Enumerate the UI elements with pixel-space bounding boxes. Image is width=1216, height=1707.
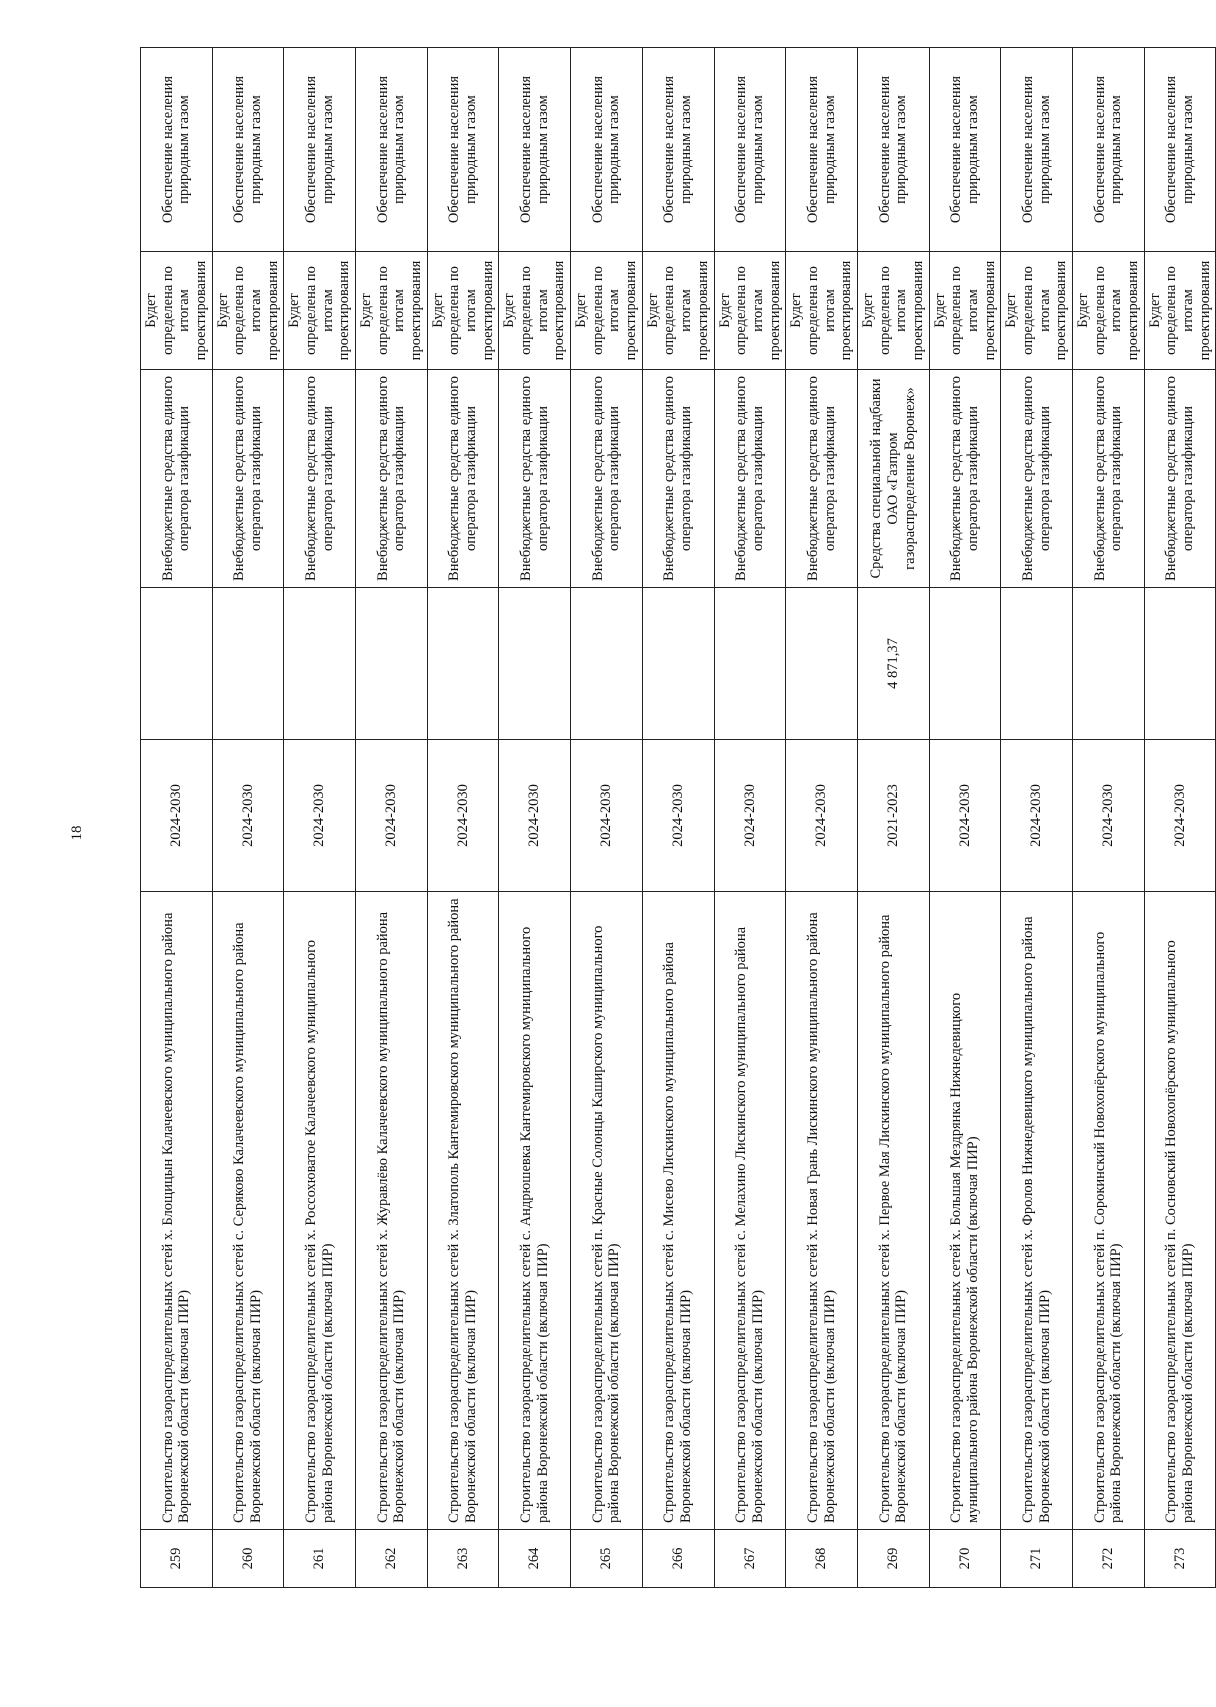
- expected-result: Обеспечение населения природным газом: [212, 48, 284, 252]
- implementation-period: 2024-2030: [499, 740, 571, 892]
- estimated-cost: Будет определена по итогам проектирования: [929, 252, 1001, 370]
- row-number: 268: [786, 1530, 858, 1588]
- funding-amount: [284, 588, 356, 740]
- object-description: Строительство газораспределительных сетей х. Новая Грань Лискинского муниципального района Воронежской области (включая ПИР): [786, 892, 858, 1530]
- table-row: [499, 48, 571, 1588]
- funding-source: Внебюджетные средства единого оператора газификации: [427, 370, 499, 588]
- implementation-period: 2024-2030: [929, 740, 1001, 892]
- row-number: 263: [427, 1530, 499, 1588]
- funding-amount: [141, 588, 213, 740]
- estimated-cost: Будет определена по итогам проектирования: [356, 252, 428, 370]
- expected-result: Обеспечение населения природным газом: [714, 48, 786, 252]
- row-number: 273: [1144, 1530, 1216, 1588]
- row-number: 264: [499, 1530, 571, 1588]
- funding-amount: 4 871,37: [857, 588, 929, 740]
- table-row: [571, 48, 643, 1588]
- object-description: Строительство газораспределительных сетей п. Сорокинский Новохопёрского муниципального района Воронежской области (включая ПИР): [1072, 892, 1144, 1530]
- implementation-period: 2024-2030: [714, 740, 786, 892]
- funding-amount: [571, 588, 643, 740]
- object-description: Строительство газораспределительных сетей с. Андрюшевка Кантемировского муниципального района Воронежской области (включая ПИР): [499, 892, 571, 1530]
- funding-amount: [714, 588, 786, 740]
- estimated-cost: Будет определена по итогам проектирования: [141, 252, 213, 370]
- table-row: [284, 48, 356, 1588]
- estimated-cost: Будет определена по итогам проектирования: [1001, 252, 1073, 370]
- implementation-period: 2024-2030: [284, 740, 356, 892]
- expected-result: Обеспечение населения природным газом: [857, 48, 929, 252]
- implementation-period: 2024-2030: [1144, 740, 1216, 892]
- table-row: [356, 48, 428, 1588]
- object-description: Строительство газораспределительных сетей х. Большая Мездрянка Нижнедевицкого муниципального района Воронежской области (включая ПИР): [929, 892, 1001, 1530]
- funding-source: Внебюджетные средства единого оператора газификации: [284, 370, 356, 588]
- object-description: Строительство газораспределительных сетей с. Мисево Лискинского муниципального района Воронежской области (включая ПИР): [642, 892, 714, 1530]
- table-rotator: [140, 48, 1213, 1588]
- expected-result: Обеспечение населения природным газом: [929, 48, 1001, 252]
- expected-result: Обеспечение населения природным газом: [642, 48, 714, 252]
- object-description: Строительство газораспределительных сетей п. Красные Солонцы Каширского муниципального района Воронежской области (включая ПИР): [571, 892, 643, 1530]
- implementation-period: 2024-2030: [571, 740, 643, 892]
- row-number: 260: [212, 1530, 284, 1588]
- funding-amount: [356, 588, 428, 740]
- funding-amount: [642, 588, 714, 740]
- expected-result: Обеспечение населения природным газом: [427, 48, 499, 252]
- object-description: Строительство газораспределительных сетей п. Сосновский Новохопёрского муниципального района Воронежской области (включая ПИР): [1144, 892, 1216, 1530]
- funding-amount: [499, 588, 571, 740]
- table-row: [786, 48, 858, 1588]
- object-description: Строительство газораспределительных сетей с. Серяково Калачеевского муниципального района Воронежской области (включая ПИР): [212, 892, 284, 1530]
- funding-amount: [212, 588, 284, 740]
- funding-source: Внебюджетные средства единого оператора газификации: [786, 370, 858, 588]
- estimated-cost: Будет определена по итогам проектирования: [642, 252, 714, 370]
- table-row: [212, 48, 284, 1588]
- funding-source: Внебюджетные средства единого оператора газификации: [642, 370, 714, 588]
- estimated-cost: Будет определена по итогам проектирования: [212, 252, 284, 370]
- table-row: [141, 48, 213, 1588]
- estimated-cost: Будет определена по итогам проектирования: [714, 252, 786, 370]
- row-number: 261: [284, 1530, 356, 1588]
- funding-source: Внебюджетные средства единого оператора газификации: [499, 370, 571, 588]
- funding-amount: [1072, 588, 1144, 740]
- estimated-cost: Будет определена по итогам проектирования: [857, 252, 929, 370]
- table-row: [929, 48, 1001, 1588]
- row-number: 269: [857, 1530, 929, 1588]
- object-description: Строительство газораспределительных сетей х. Первое Мая Лискинского муниципального района Воронежской области (включая ПИР): [857, 892, 929, 1530]
- expected-result: Обеспечение населения природным газом: [1072, 48, 1144, 252]
- estimated-cost: Будет определена по итогам проектирования: [499, 252, 571, 370]
- row-number: 262: [356, 1530, 428, 1588]
- funding-amount: [1001, 588, 1073, 740]
- implementation-period: 2024-2030: [356, 740, 428, 892]
- table-row: [1144, 48, 1216, 1588]
- object-description: Строительство газораспределительных сетей х. Фролов Нижнедевицкого муниципального района Воронежской области (включая ПИР): [1001, 892, 1073, 1530]
- program-table: [140, 47, 1216, 1588]
- funding-source: Внебюджетные средства единого оператора газификации: [141, 370, 213, 588]
- estimated-cost: Будет определена по итогам проектирования: [571, 252, 643, 370]
- implementation-period: 2024-2030: [212, 740, 284, 892]
- row-number: 272: [1072, 1530, 1144, 1588]
- estimated-cost: Будет определена по итогам проектирования: [1144, 252, 1216, 370]
- page-number: 18: [69, 825, 85, 841]
- row-number: 265: [571, 1530, 643, 1588]
- implementation-period: 2024-2030: [786, 740, 858, 892]
- expected-result: Обеспечение населения природным газом: [356, 48, 428, 252]
- funding-amount: [929, 588, 1001, 740]
- row-number: 271: [1001, 1530, 1073, 1588]
- expected-result: Обеспечение населения природным газом: [141, 48, 213, 252]
- funding-amount: [1144, 588, 1216, 740]
- table-row: [714, 48, 786, 1588]
- implementation-period: 2024-2030: [141, 740, 213, 892]
- row-number: 270: [929, 1530, 1001, 1588]
- implementation-period: 2024-2030: [642, 740, 714, 892]
- row-number: 266: [642, 1530, 714, 1588]
- implementation-period: 2024-2030: [1001, 740, 1073, 892]
- table-row: [1001, 48, 1073, 1588]
- row-number: 259: [141, 1530, 213, 1588]
- funding-source: Внебюджетные средства единого оператора газификации: [1144, 370, 1216, 588]
- funding-source: Внебюджетные средства единого оператора газификации: [212, 370, 284, 588]
- expected-result: Обеспечение населения природным газом: [284, 48, 356, 252]
- expected-result: Обеспечение населения природным газом: [571, 48, 643, 252]
- object-description: Строительство газораспределительных сетей с. Мелахино Лискинского муниципального района Воронежской области (включая ПИР): [714, 892, 786, 1530]
- estimated-cost: Будет определена по итогам проектирования: [786, 252, 858, 370]
- object-description: Строительство газораспределительных сетей х. Златополь Кантемировского муниципального района Воронежской области (включая ПИР): [427, 892, 499, 1530]
- estimated-cost: Будет определена по итогам проектирования: [1072, 252, 1144, 370]
- table-row: [427, 48, 499, 1588]
- implementation-period: 2021-2023: [857, 740, 929, 892]
- funding-source: Внебюджетные средства единого оператора газификации: [929, 370, 1001, 588]
- estimated-cost: Будет определена по итогам проектирования: [427, 252, 499, 370]
- funding-source: Внебюджетные средства единого оператора газификации: [571, 370, 643, 588]
- row-number: 267: [714, 1530, 786, 1588]
- table-row: [642, 48, 714, 1588]
- funding-source: Средства специальной надбавки ОАО «Газпром газораспределение Воронеж»: [857, 370, 929, 588]
- funding-source: Внебюджетные средства единого оператора газификации: [356, 370, 428, 588]
- table-frame: [140, 48, 1213, 1588]
- funding-amount: [786, 588, 858, 740]
- implementation-period: 2024-2030: [1072, 740, 1144, 892]
- funding-source: Внебюджетные средства единого оператора газификации: [1072, 370, 1144, 588]
- funding-source: Внебюджетные средства единого оператора газификации: [714, 370, 786, 588]
- object-description: Строительство газораспределительных сетей х. Блощицын Калачеевского муниципального района Воронежской области (включая ПИР): [141, 892, 213, 1530]
- funding-amount: [427, 588, 499, 740]
- estimated-cost: Будет определена по итогам проектирования: [284, 252, 356, 370]
- table-row: [857, 48, 929, 1588]
- funding-source: Внебюджетные средства единого оператора газификации: [1001, 370, 1073, 588]
- implementation-period: 2024-2030: [427, 740, 499, 892]
- expected-result: Обеспечение населения природным газом: [1001, 48, 1073, 252]
- expected-result: Обеспечение населения природным газом: [786, 48, 858, 252]
- table-row: [1072, 48, 1144, 1588]
- object-description: Строительство газораспределительных сетей х. Журавлёво Калачеевского муниципального района Воронежской области (включая ПИР): [356, 892, 428, 1530]
- expected-result: Обеспечение населения природным газом: [1144, 48, 1216, 252]
- object-description: Строительство газораспределительных сетей х. Россохюватое Калачеевского муниципального района Воронежской области (включая ПИР): [284, 892, 356, 1530]
- expected-result: Обеспечение населения природным газом: [499, 48, 571, 252]
